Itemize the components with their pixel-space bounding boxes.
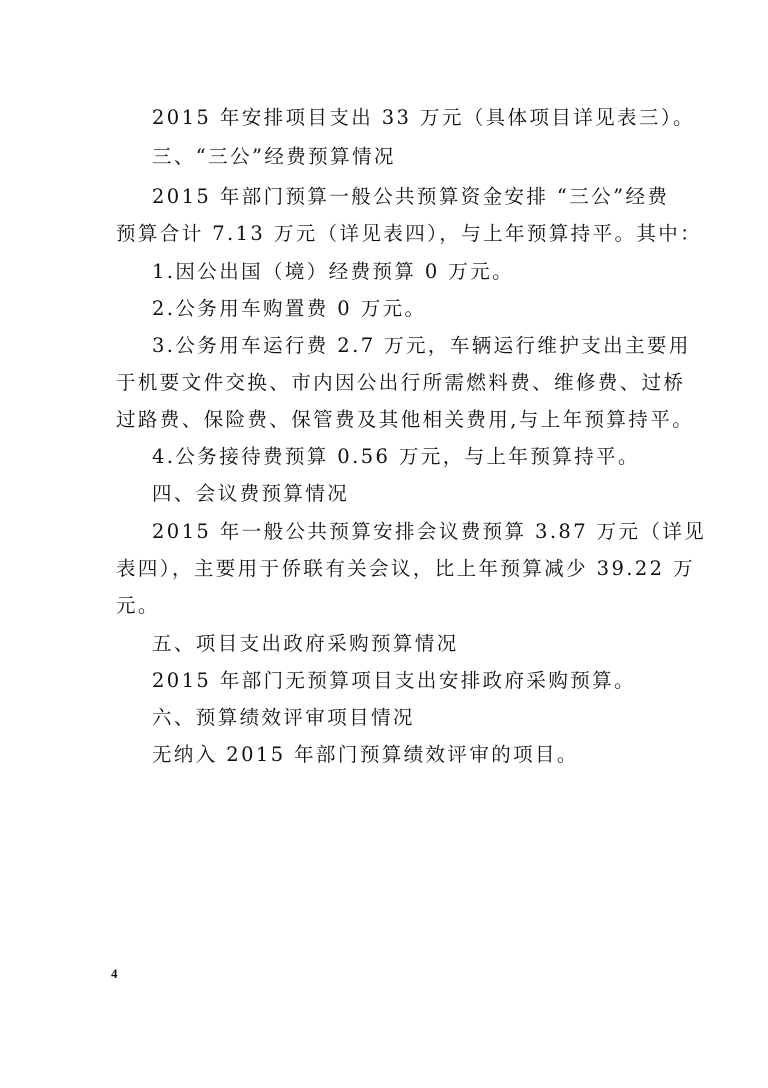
paragraph-line: 于机要文件交换、市内因公出行所需燃料费、维修费、过桥 [116,371,686,394]
section-heading-performance: 六、预算绩效评审项目情况 [152,706,415,729]
paragraph-line: 表四），主要用于侨联有关会议，比上年预算减少 39.22 万 [116,557,695,580]
list-item-vehicle-operation: 3.公务用车运行费 2.7 万元，车辆运行维护支出主要用 [152,334,691,357]
paragraph-line: 元。 [116,594,160,617]
section-heading-procurement: 五、项目支出政府采购预算情况 [152,632,459,655]
paragraph-line: 2015 年一般公共预算安排会议费预算 3.87 万元（详见 [152,520,707,543]
section-heading-three-public: 三、“三公”经费预算情况 [152,145,396,168]
paragraph-line: 无纳入 2015 年部门预算绩效评审的项目。 [152,743,579,766]
paragraph-line: 2015 年部门无预算项目支出安排政府采购预算。 [152,669,636,692]
paragraph-line: 过路费、保险费、保管费及其他相关费用,与上年预算持平。 [116,408,694,431]
paragraph-line: 预算合计 7.13 万元（详见表四），与上年预算持平。其中： [116,222,703,245]
section-heading-meetings: 四、会议费预算情况 [152,482,350,505]
list-item-reception: 4.公务接待费预算 0.56 万元，与上年预算持平。 [152,445,640,468]
list-item-vehicle-purchase: 2.公务用车购置费 0 万元。 [152,297,427,320]
paragraph-line: 2015 年安排项目支出 33 万元（具体项目详见表三）。 [152,106,695,129]
paragraph-line: 2015 年部门预算一般公共预算资金安排 “三公”经费 [152,185,670,208]
list-item-overseas: 1.因公出国（境）经费预算 0 万元。 [152,260,515,283]
page-number: 4 [111,966,118,981]
